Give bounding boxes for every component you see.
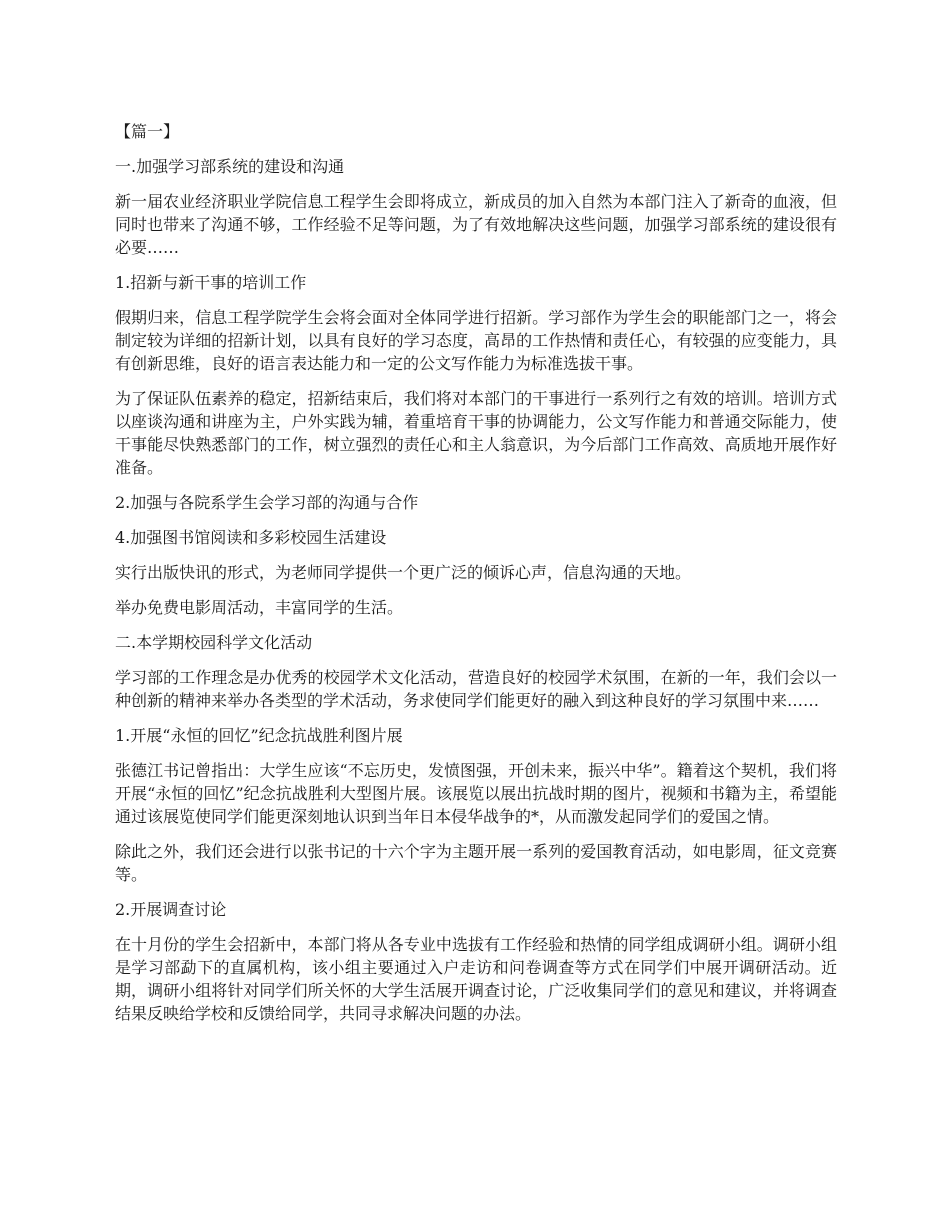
section-title: 【篇一】 — [115, 122, 180, 141]
paragraph: 实行出版快讯的形式，为老师同学提供一个更广泛的倾诉心声，信息沟通的天地。 — [115, 563, 692, 582]
subheading: 1.开展“永恒的回忆”纪念抗战胜利图片展 — [115, 726, 403, 745]
subheading: 2.加强与各院系学生会学习部的沟通与合作 — [115, 493, 419, 512]
document-page — [115, 120, 837, 1037]
subheading: 2.开展调查讨论 — [115, 900, 227, 919]
subheading: 1.招新与新干事的培训工作 — [115, 273, 307, 292]
paragraph: 举办免费电影周活动，丰富同学的生活。 — [115, 598, 404, 617]
paragraph: 新一届农业经济职业学院信息工程学生会即将成立，新成员的加入自然为本部门注入了新奇的血液，但同时也带来了沟通不够，工作经验不足等问题，为了有效地解决这些问题，加强学习部系统的建设很有必要…… — [115, 192, 837, 257]
paragraph: 在十月份的学生会招新中，本部门将从各专业中选拔有工作经验和热情的同学组成调研小组。调研小组是学习部勐下的直属机构，该小组主要通过入户走访和问卷调查等方式在同学们中展开调研活动。近期，调研小组将针对同学们所关怀的大学生活展开调查讨论，广泛收集同学们的意见和建议，并将调查结果反映给学校和反馈给同学，共同寻求解决问题的办法。 — [115, 935, 837, 1023]
paragraph: 为了保证队伍素养的稳定，招新结束后，我们将对本部门的干事进行一系列行之有效的培训。培训方式以座谈沟通和讲座为主，户外实践为辅，着重培育干事的协调能力，公文写作能力和普通交际能力，使干事能尽快熟悉部门的工作，树立强烈的责任心和主人翁意识，为今后部门工作高效、高质地开展作好准备。 — [115, 389, 837, 477]
heading-1: 一.加强学习部系统的建设和沟通 — [115, 157, 345, 176]
paragraph: 除此之外，我们还会进行以张书记的十六个字为主题开展一系列的爱国教育活动，如电影周，征文竞赛等。 — [115, 842, 837, 884]
heading-2: 二.本学期校园科学文化活动 — [115, 633, 313, 652]
paragraph: 假期归来，信息工程学院学生会将会面对全体同学进行招新。学习部作为学生会的职能部门之一，将会制定较为详细的招新计划，以具有良好的学习态度，高昂的工作热情和责任心，有较强的应变能力，具有创新思维，良好的语言表达能力和一定的公文写作能力为标准选拔干事。 — [115, 308, 837, 373]
subheading: 4.加强图书馆阅读和多彩校园生活建设 — [115, 528, 387, 547]
paragraph: 学习部的工作理念是办优秀的校园学术文化活动，营造良好的校园学术氛围，在新的一年，我们会以一种创新的精神来举办各类型的学术活动，务求使同学们能更好的融入到这种良好的学习氛围中来…… — [115, 668, 837, 710]
paragraph: 张德江书记曾指出：大学生应该“不忘历史，发愤图强，开创未来，振兴中华”。籍着这个契机，我们将开展“永恒的回忆”纪念抗战胜利大型图片展。该展览以展出抗战时期的图片，视频和书籍为主，希望能通过该展览使同学们能更深刻地认识到当年日本侵华战争的*，从而激发起同学们的爱国之情。 — [115, 761, 837, 826]
